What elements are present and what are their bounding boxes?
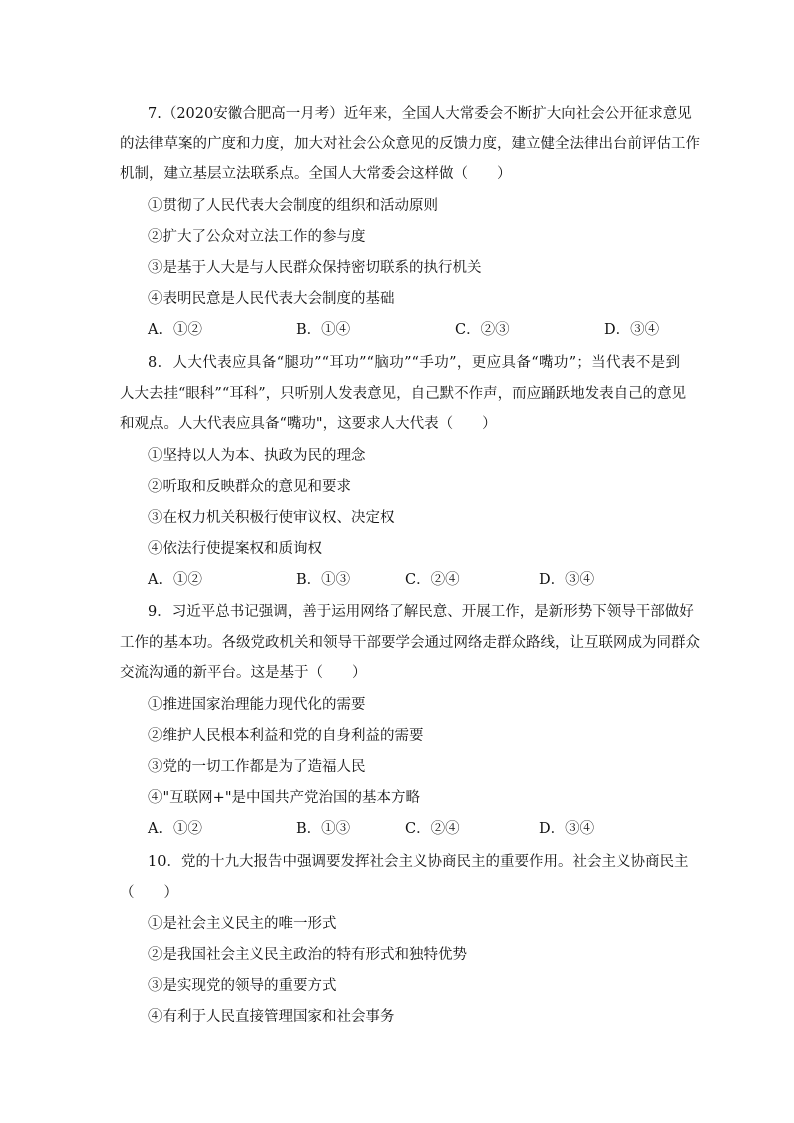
question-9-choice-d: D．③④ bbox=[539, 821, 595, 837]
question-7-stem-line-2: 的法律草案的广度和力度，加大对社会公众意见的反馈力度，建立健全法律出台前评估工作 bbox=[120, 136, 700, 152]
question-10-option-1: ①是社会主义民主的唯一形式 bbox=[148, 916, 337, 932]
question-9-choice-a: A．①② bbox=[148, 821, 202, 837]
question-10-stem-line-2: （ ） bbox=[120, 885, 178, 901]
question-8-choice-a: A．①② bbox=[148, 572, 202, 588]
question-7-option-1: ①贯彻了人民代表大会制度的组织和活动原则 bbox=[148, 198, 438, 214]
question-8-choice-b: B．①③ bbox=[296, 572, 351, 588]
question-10-option-4: ④有利于人民直接管理国家和社会事务 bbox=[148, 1009, 395, 1025]
question-7-stem-line-1: 7.（2020安徽合肥高一月考）近年来，全国人大常委会不断扩大向社会公开征求意见 bbox=[148, 106, 692, 122]
question-8-stem-line-3: 和观点。人大代表应具备“嘴功"，这要求人大代表（ ） bbox=[120, 416, 497, 432]
question-7-option-3: ③是基于人大是与人民群众保持密切联系的执行机关 bbox=[148, 260, 482, 276]
question-9-option-1: ①推进国家治理能力现代化的需要 bbox=[148, 697, 366, 713]
question-8-option-3: ③在权力机关积极行使审议权、决定权 bbox=[148, 510, 395, 526]
question-9-option-2: ②维护人民根本利益和党的自身利益的需要 bbox=[148, 728, 424, 744]
question-7-option-2: ②扩大了公众对立法工作的参与度 bbox=[148, 229, 366, 245]
question-9-stem-line-1: 9．习近平总书记强调，善于运用网络了解民意、开展工作，是新形势下领导干部做好 bbox=[148, 604, 694, 620]
question-7-choice-b: B．①④ bbox=[296, 322, 351, 338]
question-7-choice-c: C．②③ bbox=[455, 322, 510, 338]
question-10-stem-line-1: 10．党的十九大报告中强调要发挥社会主义协商民主的重要作用。社会主义协商民主 bbox=[148, 854, 689, 870]
question-8-choice-c: C．②④ bbox=[405, 572, 460, 588]
question-9-option-4: ④"互联网+"是中国共产党治国的基本方略 bbox=[148, 790, 420, 806]
question-8-stem-line-2: 人大去挂“眼科”“耳科”，只听别人发表意见，自己默不作声，而应踊跃地发表自己的意见 bbox=[120, 386, 687, 402]
question-7-choice-d: D．③④ bbox=[604, 322, 660, 338]
question-8-option-4: ④依法行使提案权和质询权 bbox=[148, 541, 322, 557]
question-9-choice-b: B．①③ bbox=[296, 821, 351, 837]
question-9-choice-c: C．②④ bbox=[405, 821, 460, 837]
question-10-option-3: ③是实现党的领导的重要方式 bbox=[148, 978, 337, 994]
question-7-option-4: ④表明民意是人民代表大会制度的基础 bbox=[148, 291, 395, 307]
question-7-choice-a: A．①② bbox=[148, 322, 202, 338]
question-9-stem-line-2: 工作的基本功。各级党政机关和领导干部要学会通过网络走群众路线，让互联网成为同群众 bbox=[120, 635, 700, 651]
question-9-stem-line-3: 交流沟通的新平台。这是基于（ ） bbox=[120, 665, 367, 681]
question-8-option-1: ①坚持以人为本、执政为民的理念 bbox=[148, 448, 366, 464]
question-8-choice-d: D．③④ bbox=[539, 572, 595, 588]
question-10-option-2: ②是我国社会主义民主政治的特有形式和独特优势 bbox=[148, 947, 467, 963]
question-9-option-3: ③党的一切工作都是为了造福人民 bbox=[148, 759, 366, 775]
question-8-option-2: ②听取和反映群众的意见和要求 bbox=[148, 479, 351, 495]
question-8-stem-line-1: 8．人大代表应具备“腿功”“耳功”“脑功”“手功”，更应具备“嘴功”；当代表不是到 bbox=[148, 355, 680, 371]
question-7-stem-line-3: 机制，建立基层立法联系点。全国人大常委会这样做（ ） bbox=[120, 166, 512, 182]
